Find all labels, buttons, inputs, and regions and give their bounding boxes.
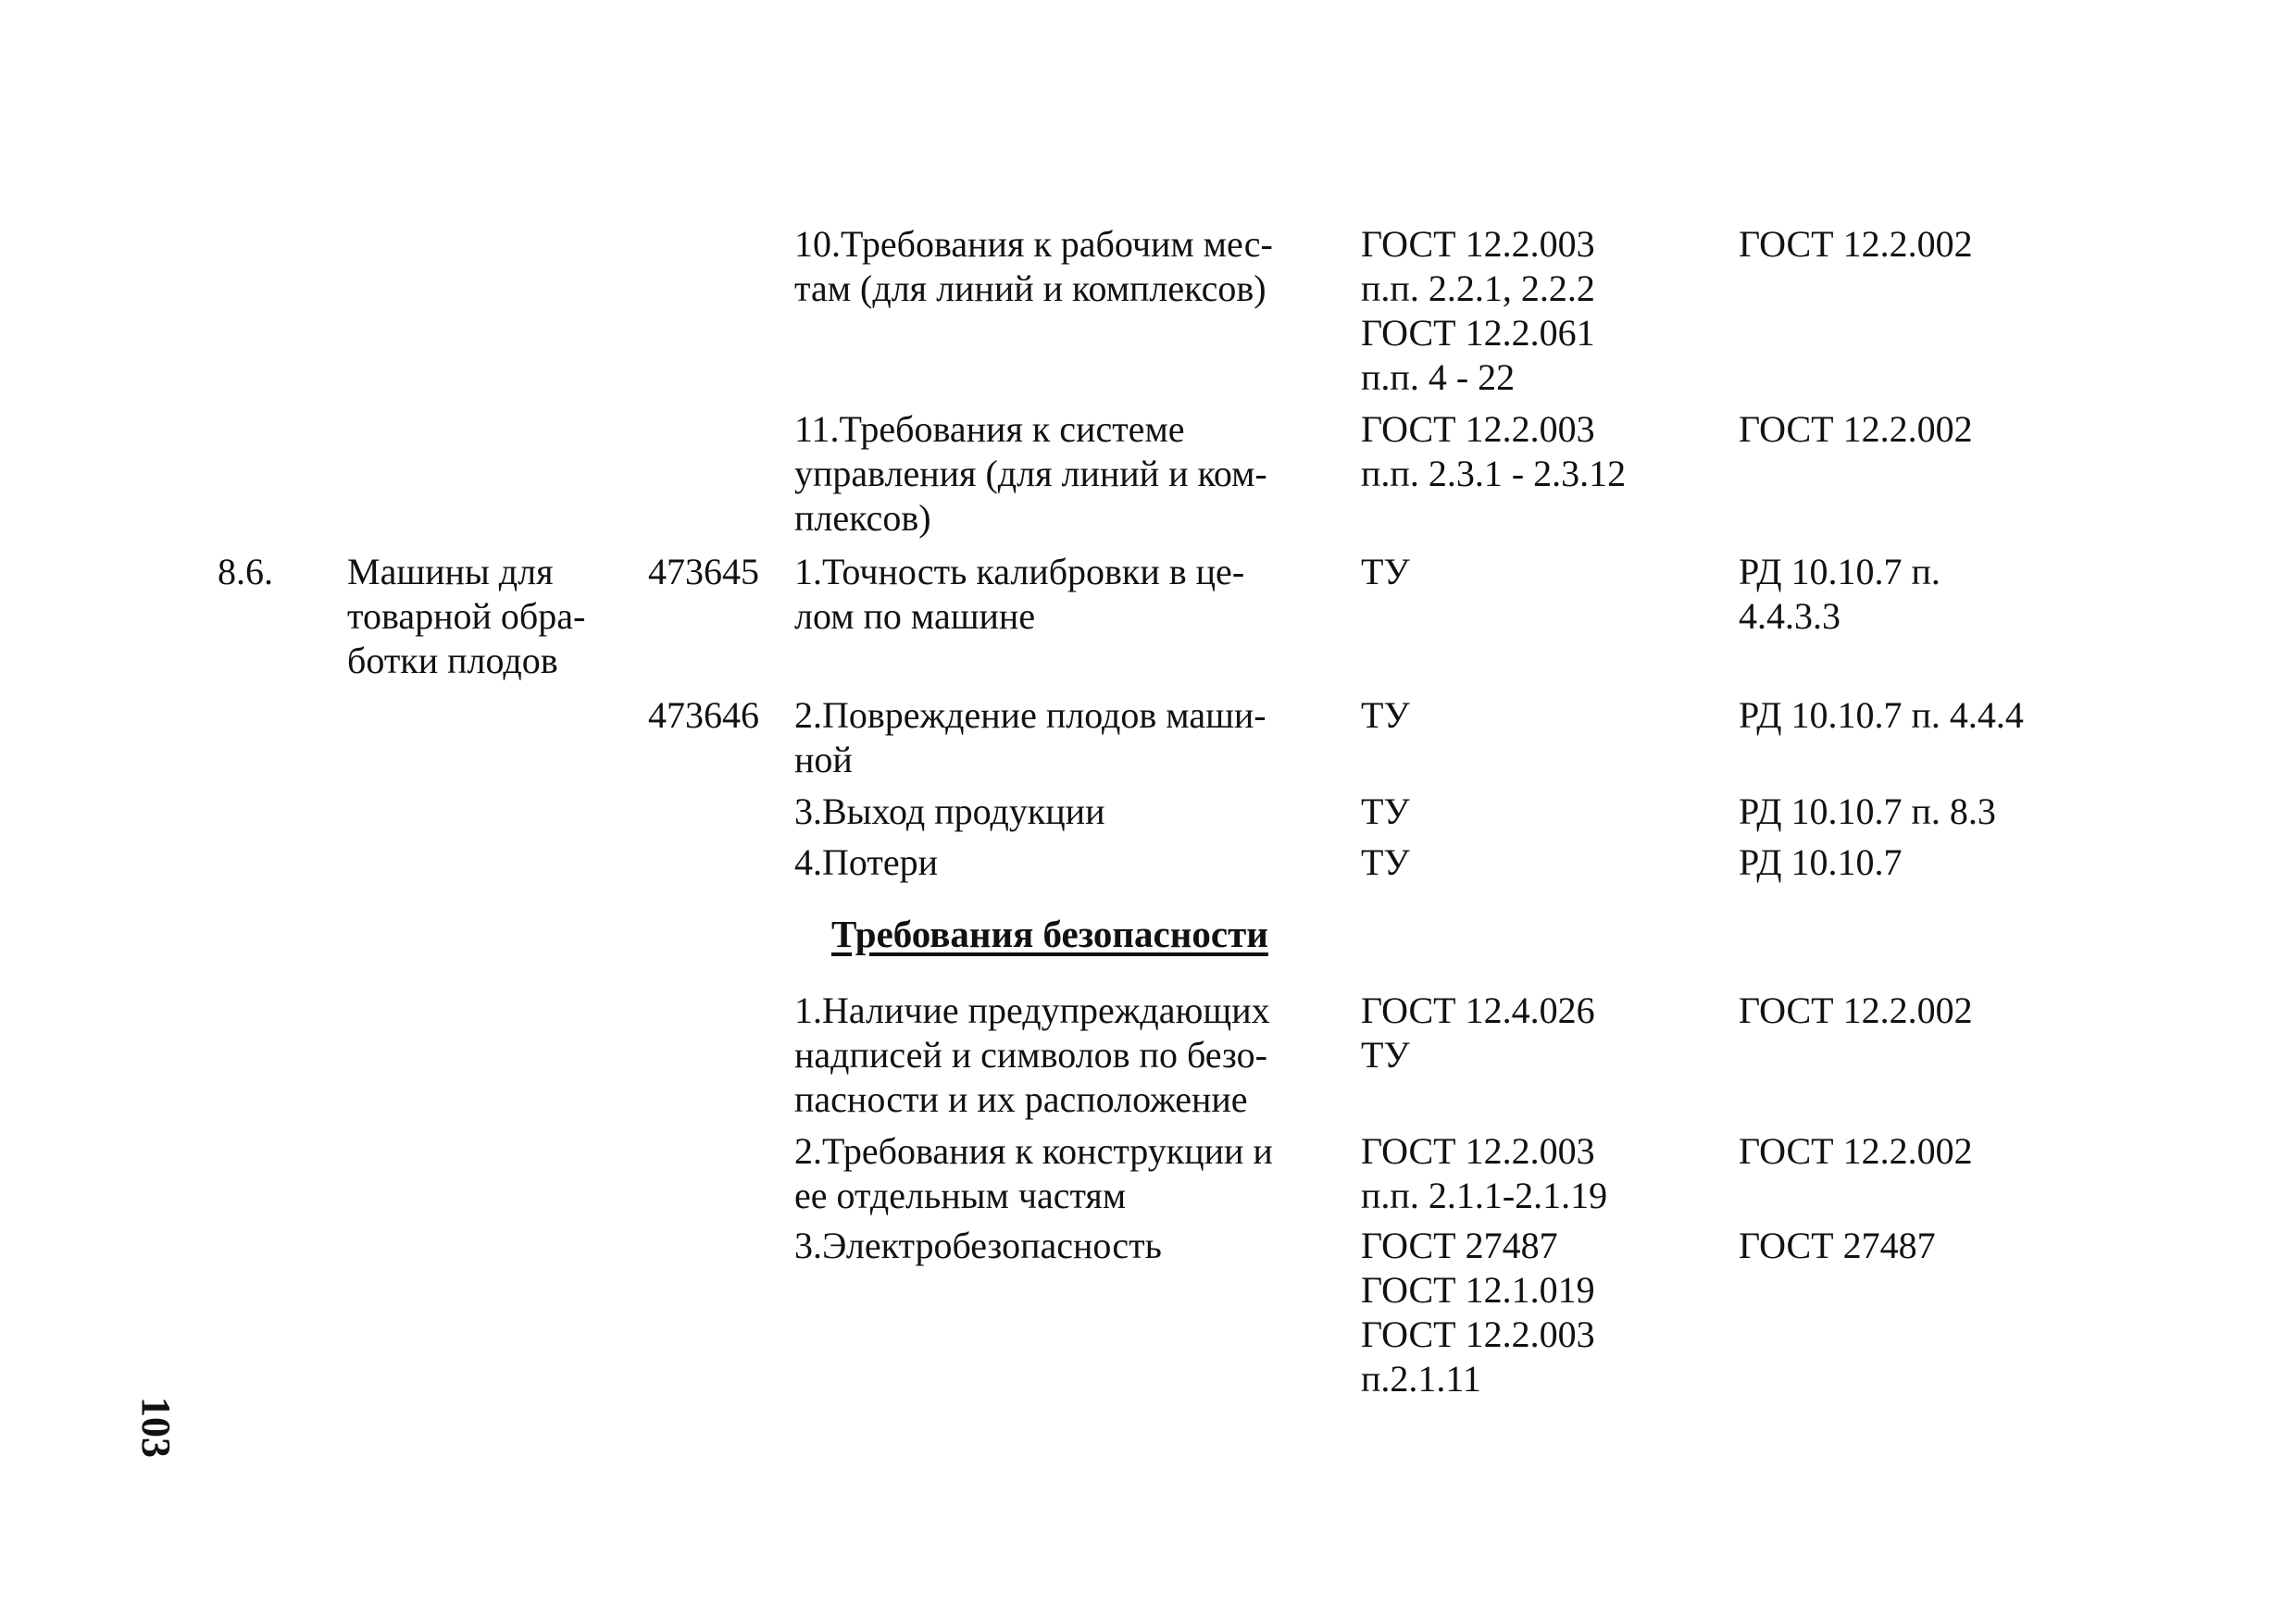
safety-indicator-1-warnings: 1.Наличие предупреждающих надписей и символов по безо- пасности и их расположение (794, 989, 1270, 1120)
doc-10-workplaces: ГОСТ 12.2.002 (1739, 223, 1973, 265)
method-2-damage: ТУ (1361, 694, 1410, 736)
safety-indicator-3-electrical: 3.Электробезопасность (794, 1225, 1162, 1266)
code-473646: 473646 (648, 694, 759, 736)
item-number-8-6: 8.6. (218, 551, 273, 592)
safety-indicator-2-construction: 2.Требования к конструкции и ее отдельным частям (794, 1130, 1273, 1216)
safety-doc-2-construction: ГОСТ 12.2.002 (1739, 1130, 1973, 1172)
method-11-control-system: ГОСТ 12.2.003 п.п. 2.3.1 - 2.3.12 (1361, 408, 1627, 494)
section-heading-safety: Требования безопасности (831, 913, 1268, 955)
doc-1-calibration: РД 10.10.7 п. 4.4.3.3 (1739, 551, 1940, 637)
safety-method-2-construction: ГОСТ 12.2.003 п.п. 2.1.1-2.1.19 (1361, 1130, 1608, 1216)
safety-method-1-warnings: ГОСТ 12.4.026 ТУ (1361, 989, 1595, 1076)
safety-doc-1-warnings: ГОСТ 12.2.002 (1739, 989, 1973, 1031)
indicator-1-calibration: 1.Точность калибровки в це- лом по машине (794, 551, 1245, 637)
doc-2-damage: РД 10.10.7 п. 4.4.4 (1739, 694, 2024, 736)
page-number: 103 (133, 1397, 179, 1458)
method-3-output: ТУ (1361, 790, 1410, 832)
method-1-calibration: ТУ (1361, 551, 1410, 592)
indicator-4-losses: 4.Потери (794, 841, 938, 883)
safety-doc-3-electrical: ГОСТ 27487 (1739, 1225, 1936, 1266)
doc-3-output: РД 10.10.7 п. 8.3 (1739, 790, 1996, 832)
machine-name: Машины для товарной обра- ботки плодов (347, 551, 586, 681)
safety-method-3-electrical: ГОСТ 27487 ГОСТ 12.1.019 ГОСТ 12.2.003 п.2.1.11 (1361, 1225, 1595, 1400)
method-10-workplaces: ГОСТ 12.2.003 п.п. 2.2.1, 2.2.2 ГОСТ 12.2.061 п.п. 4 - 22 (1361, 223, 1595, 398)
indicator-11-control-system: 11.Требования к системе управления (для линий и ком- плексов) (794, 408, 1267, 539)
indicator-10-workplaces: 10.Требования к рабочим мес- там (для линий и комплексов) (794, 223, 1273, 309)
indicator-2-damage: 2.Повреждение плодов маши- ной (794, 694, 1267, 780)
code-473645: 473645 (648, 551, 759, 592)
indicator-3-output: 3.Выход продукции (794, 790, 1105, 832)
doc-11-control-system: ГОСТ 12.2.002 (1739, 408, 1973, 450)
method-4-losses: ТУ (1361, 841, 1410, 883)
doc-4-losses: РД 10.10.7 (1739, 841, 1903, 883)
